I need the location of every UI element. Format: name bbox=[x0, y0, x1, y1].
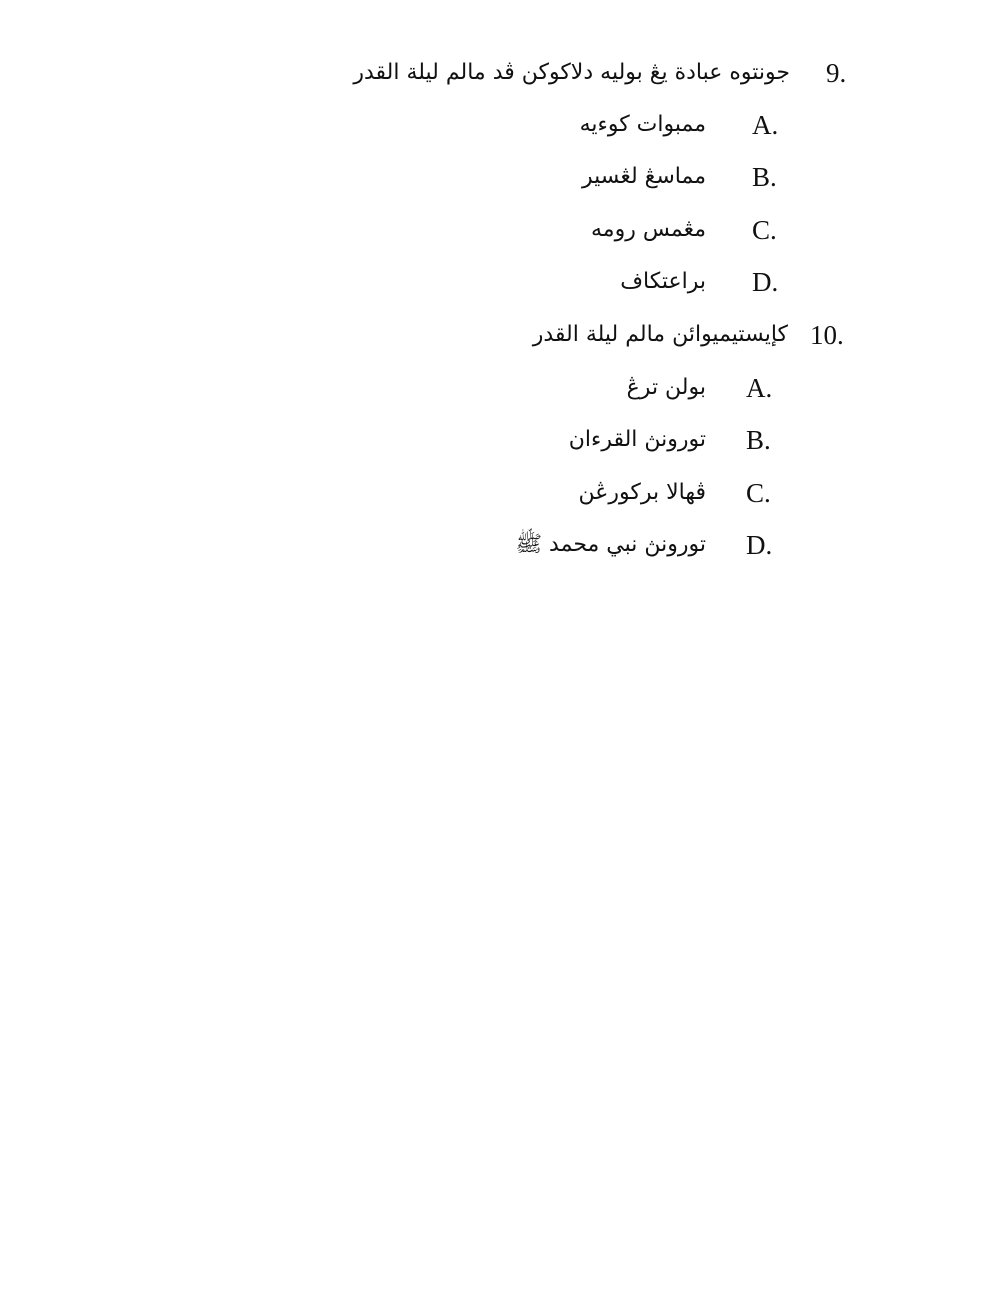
option-text: مماسڠ لڠسير bbox=[581, 164, 706, 189]
option-letter: B. bbox=[746, 425, 771, 455]
option-text: ڤهالا برکورڠن bbox=[578, 480, 706, 505]
question-10-option-a[interactable] bbox=[500, 368, 800, 408]
option-text: تورونڽ القرءان bbox=[568, 427, 706, 452]
option-letter: A. bbox=[752, 110, 779, 140]
question-10-option-b[interactable] bbox=[500, 420, 800, 460]
question-9-option-c[interactable] bbox=[500, 210, 800, 250]
question-number: 9. bbox=[826, 58, 847, 88]
question-number: 10. bbox=[810, 320, 844, 350]
question-10 bbox=[300, 315, 860, 355]
option-letter: D. bbox=[752, 267, 779, 297]
question-text: جونتوه عبادة يڠ بوليه دلاکوکن ڤد مالم ليلة القدر bbox=[353, 60, 790, 85]
option-text: مڠمس رومه bbox=[591, 217, 706, 242]
question-9-option-b[interactable] bbox=[500, 157, 800, 197]
option-letter: A. bbox=[746, 373, 773, 403]
option-letter: C. bbox=[746, 478, 771, 508]
option-letter: C. bbox=[752, 215, 777, 245]
question-9-option-d[interactable] bbox=[500, 262, 800, 302]
question-text: کإيستيميوائن مالم ليلة القدر bbox=[532, 322, 788, 347]
question-9 bbox=[300, 53, 860, 93]
option-text: ممبوات کوءيه bbox=[579, 112, 706, 137]
question-10-option-c[interactable] bbox=[500, 473, 800, 513]
option-text: تورونڽ نبي محمد ﷺ bbox=[515, 532, 706, 557]
option-text: بولن ترڠ bbox=[626, 375, 706, 400]
question-10-option-d[interactable] bbox=[500, 525, 800, 565]
option-letter: B. bbox=[752, 162, 777, 192]
option-text: براعتکاف bbox=[620, 269, 706, 294]
option-letter: D. bbox=[746, 530, 773, 560]
question-9-option-a[interactable] bbox=[500, 105, 800, 145]
